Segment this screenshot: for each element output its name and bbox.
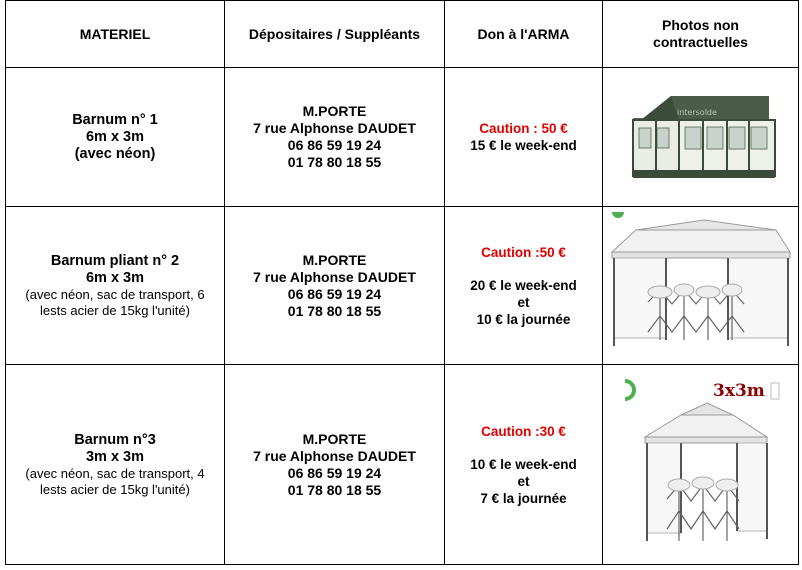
depositary-address: 7 rue Alphonse DAUDET <box>253 120 416 136</box>
table-row <box>6 207 799 365</box>
materiel-cell <box>6 365 225 565</box>
header-depositaires: Dépositaires / Suppléants <box>225 1 445 68</box>
depositary-phone: 01 78 80 18 55 <box>287 154 382 170</box>
price-text: et <box>517 294 530 310</box>
header-photos-line1: Photos non <box>662 17 739 33</box>
materiel-cell <box>6 68 225 207</box>
item-size: 6m x 3m <box>85 269 145 286</box>
depositary-name: M.PORTE <box>302 430 367 447</box>
depositary-phone: 01 78 80 18 55 <box>287 302 382 319</box>
header-materiel: MATERIEL <box>6 1 225 68</box>
equipment-table <box>5 0 799 565</box>
don-cell <box>445 68 603 207</box>
price-text: 20 € le week-end <box>470 277 577 293</box>
price-text: 7 € la journée <box>480 490 567 506</box>
item-detail: (avec néon, sac de transport, 6 <box>25 286 205 302</box>
price-text: 15 € le week-end <box>470 138 577 153</box>
materiel-cell <box>6 207 225 365</box>
caution-text: Caution :30 € <box>481 423 566 439</box>
item-size: 6m x 3m <box>85 128 145 145</box>
header-don: Don à l'ARMA <box>445 1 603 68</box>
item-name: Barnum n° 1 <box>72 111 158 128</box>
table-row <box>6 365 799 565</box>
folding-tent-3x3-photo <box>621 379 781 551</box>
depositary-name: M.PORTE <box>302 103 367 119</box>
don-cell <box>445 207 603 365</box>
price-text: 10 € le week-end <box>470 456 577 472</box>
depositary-address: 7 rue Alphonse DAUDET <box>253 447 416 464</box>
depositary-cell <box>225 207 445 365</box>
size-label: 3x3m <box>712 380 765 401</box>
depositary-phone: 06 86 59 19 24 <box>287 285 382 302</box>
item-detail: lests acier de 15kg l'unité) <box>40 302 190 318</box>
item-detail: (avec néon) <box>74 145 156 162</box>
header-photos <box>603 1 799 68</box>
party-tent-green-photo <box>619 82 783 192</box>
depositary-name: M.PORTE <box>302 251 367 268</box>
header-row <box>6 1 799 68</box>
price-text: 10 € la journée <box>476 311 571 327</box>
depositary-phone: 06 86 59 19 24 <box>287 464 382 481</box>
watermark-text: intersolde <box>676 108 717 117</box>
depositary-cell <box>225 365 445 565</box>
caution-text: Caution :50 € <box>481 244 566 260</box>
item-name: Barnum n°3 <box>74 431 156 448</box>
item-size: 3m x 3m <box>85 448 145 465</box>
depositary-phone: 01 78 80 18 55 <box>287 481 382 498</box>
header-photos-line2: contractuelles <box>653 34 748 50</box>
caution-text: Caution : 50 € <box>479 121 568 136</box>
item-detail: lests acier de 15kg l'unité) <box>40 481 190 497</box>
table-row <box>6 68 799 207</box>
depositary-phone: 06 86 59 19 24 <box>287 137 382 153</box>
item-detail: (avec néon, sac de transport, 4 <box>25 465 205 481</box>
depositary-address: 7 rue Alphonse DAUDET <box>253 268 416 285</box>
don-cell <box>445 365 603 565</box>
photo-cell <box>603 68 799 207</box>
item-name: Barnum pliant n° 2 <box>50 252 180 269</box>
folding-tent-6x3-photo <box>608 212 794 360</box>
depositary-cell <box>225 68 445 207</box>
photo-cell <box>603 207 799 365</box>
photo-cell <box>603 365 799 565</box>
price-text: et <box>517 473 530 489</box>
